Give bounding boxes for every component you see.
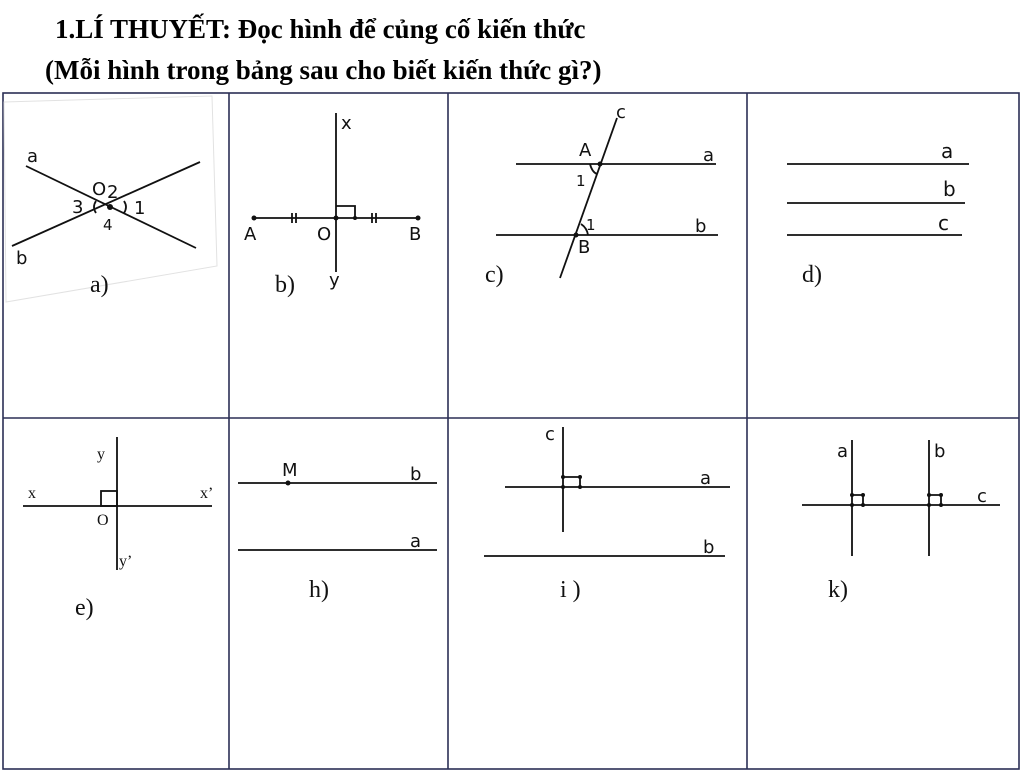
label-m: M xyxy=(282,460,298,481)
point xyxy=(561,475,565,479)
label-c: c xyxy=(616,102,626,123)
label-b: b xyxy=(943,177,956,201)
caption-k: k) xyxy=(828,577,848,603)
figure-c xyxy=(485,102,718,288)
angle-label-b: 1 xyxy=(586,216,596,234)
caption-h: h) xyxy=(309,577,329,603)
figure-e xyxy=(23,437,213,621)
angle-label-1: 1 xyxy=(134,198,146,219)
point xyxy=(927,503,931,507)
point-a xyxy=(252,216,257,221)
label-y-prime: y’ xyxy=(119,553,133,570)
point xyxy=(353,216,357,220)
label-c: c xyxy=(977,486,987,507)
label-a: a xyxy=(410,531,422,552)
label-a: a xyxy=(27,146,39,167)
heading-line-2: (Mỗi hình trong bảng sau cho biết kiến thức gì?) xyxy=(45,55,602,85)
label-b: b xyxy=(16,248,28,269)
label-o: O xyxy=(317,224,332,245)
label-o: O xyxy=(92,179,107,200)
label-a-point: A xyxy=(579,140,592,161)
point xyxy=(939,503,943,507)
angle-arc xyxy=(94,201,96,213)
caption-d: d) xyxy=(802,262,822,288)
angle-label-2: 2 xyxy=(107,182,119,203)
angle-arc xyxy=(124,201,126,213)
caption-c: c) xyxy=(485,262,504,288)
point xyxy=(850,503,854,507)
angle-label-4: 4 xyxy=(103,216,113,234)
point-o xyxy=(334,216,339,221)
point-m xyxy=(286,481,291,486)
label-b: B xyxy=(409,224,422,245)
right-angle-mark xyxy=(929,495,941,505)
figure-d xyxy=(787,139,969,288)
table-grid xyxy=(3,93,1019,769)
label-o: O xyxy=(97,512,109,529)
point xyxy=(861,493,865,497)
label-x: x xyxy=(28,485,36,502)
figure-k xyxy=(802,440,1000,603)
label-a: A xyxy=(244,224,257,245)
label-y: y xyxy=(329,270,340,291)
caption-e: e) xyxy=(75,595,94,621)
heading-line-1: 1.LÍ THUYẾT: Đọc hình để củng cố kiến thức xyxy=(55,14,586,44)
point xyxy=(927,493,931,497)
figure-b xyxy=(244,113,421,298)
label-a-line: a xyxy=(703,145,715,166)
right-angle-mark xyxy=(563,477,580,487)
label-b-point: B xyxy=(578,237,591,258)
label-c: c xyxy=(938,211,949,235)
label-c: c xyxy=(545,424,555,445)
point xyxy=(939,493,943,497)
label-y: y xyxy=(97,446,105,463)
point xyxy=(578,475,582,479)
label-a: a xyxy=(837,441,849,462)
caption-i: i ) xyxy=(560,577,581,603)
label-b: b xyxy=(410,464,422,485)
point-a xyxy=(598,162,603,167)
angle-arc xyxy=(590,164,597,174)
label-b: b xyxy=(934,441,946,462)
point-b xyxy=(416,216,421,221)
label-x-prime: x’ xyxy=(200,485,214,502)
right-angle-mark xyxy=(336,206,355,218)
point xyxy=(861,503,865,507)
right-angle-mark xyxy=(852,495,863,505)
point-o xyxy=(107,204,113,210)
angle-label-3: 3 xyxy=(72,197,84,218)
point xyxy=(850,493,854,497)
caption-b: b) xyxy=(275,272,295,298)
figure-i xyxy=(484,424,730,603)
label-a: a xyxy=(941,139,954,163)
label-b: b xyxy=(703,537,715,558)
angle-label-a: 1 xyxy=(576,172,586,190)
label-x: x xyxy=(341,113,352,134)
point xyxy=(578,485,582,489)
table-border xyxy=(3,93,1019,769)
figure-a xyxy=(4,96,217,302)
figure-h xyxy=(238,460,437,603)
caption-a: a) xyxy=(90,272,109,298)
right-angle-mark xyxy=(101,491,117,506)
label-a: a xyxy=(700,468,712,489)
point xyxy=(561,485,565,489)
label-b-line: b xyxy=(695,216,707,237)
